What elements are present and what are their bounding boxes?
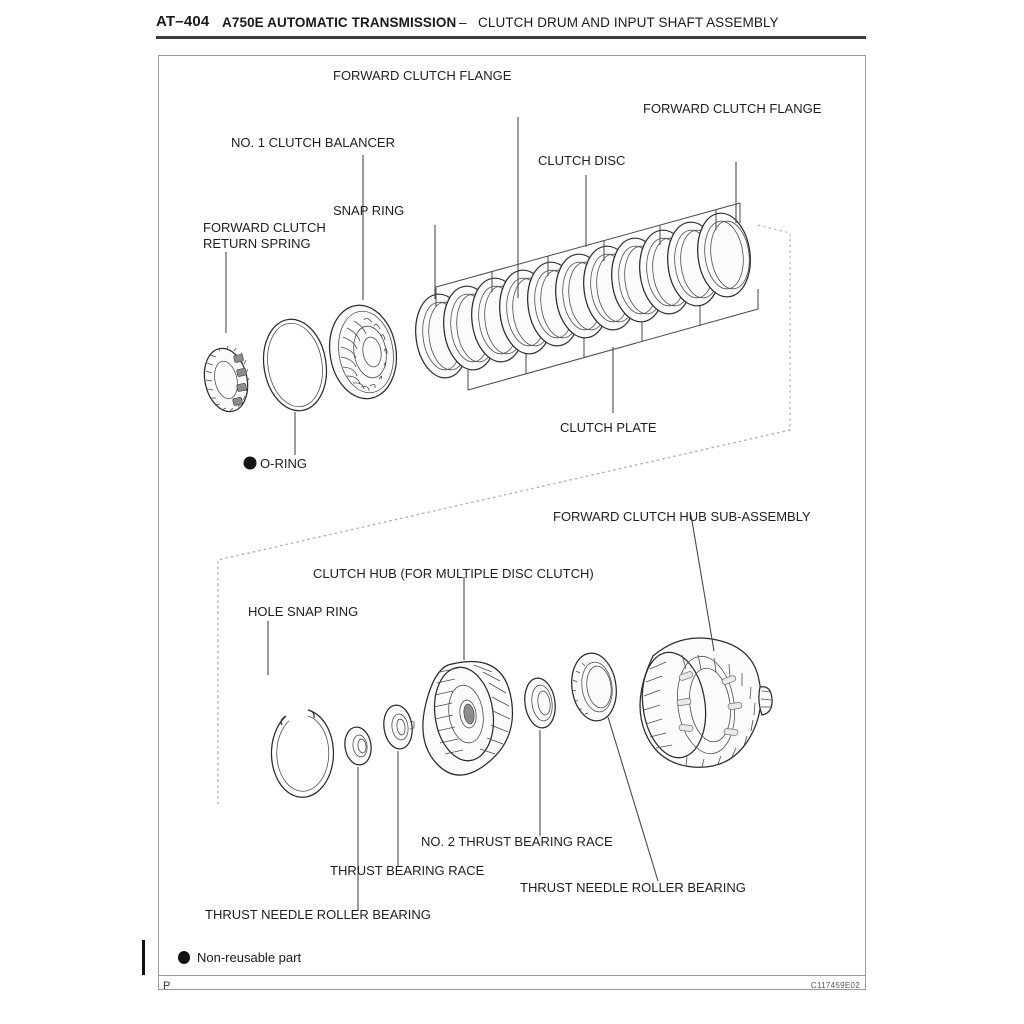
hole-snap-ring-part [271,710,333,797]
no1-clutch-balancer-part [323,300,403,403]
label-no2-thrust-bearing-race: NO. 2 THRUST BEARING RACE [421,834,613,849]
thrust-needle-roller-bearing-left-part [342,725,373,766]
forward-clutch-return-spring-part [199,344,253,415]
page-mark: P [163,980,171,992]
label-forward-clutch-flange-right: FORWARD CLUTCH FLANGE [643,101,822,116]
label-forward-clutch-return-spring-1: FORWARD CLUTCH [203,220,326,235]
exploded-view-diagram [158,55,866,990]
label-snap-ring: SNAP RING [333,203,405,218]
header-subtitle: CLUTCH DRUM AND INPUT SHAFT ASSEMBLY [478,15,779,30]
label-no1-clutch-balancer: NO. 1 CLUTCH BALANCER [231,135,395,150]
footer-rule [159,975,865,976]
non-reusable-dot-icon [178,951,190,964]
label-forward-clutch-return-spring-2: RETURN SPRING [203,236,311,251]
no2-thrust-bearing-race-part [522,676,559,730]
revision-margin-bar [142,940,145,975]
header-dash: – [459,15,467,30]
label-o-ring: O-RING [260,456,307,471]
figure-code: C117459E02 [810,981,860,990]
page-number: AT–404 [156,13,210,30]
forward-clutch-hub-sub-assembly-part [636,638,772,767]
page-header [0,0,1024,46]
o-ring-label-group [244,456,307,471]
label-clutch-hub: CLUTCH HUB (FOR MULTIPLE DISC CLUTCH) [313,566,594,581]
clutch-disc-stack [411,210,755,381]
legend-label: Non-reusable part [197,950,302,965]
non-reusable-dot-icon [244,457,257,470]
label-thrust-needle-roller-bearing-left: THRUST NEEDLE ROLLER BEARING [205,907,431,922]
label-hole-snap-ring: HOLE SNAP RING [248,604,359,619]
label-clutch-plate: CLUTCH PLATE [560,420,657,435]
thrust-bearing-race-part [381,703,415,750]
label-thrust-bearing-race: THRUST BEARING RACE [330,863,485,878]
label-clutch-disc: CLUTCH DISC [538,153,626,168]
label-forward-clutch-hub-sub-assembly: FORWARD CLUTCH HUB SUB-ASSEMBLY [553,509,811,524]
label-forward-clutch-flange-left: FORWARD CLUTCH FLANGE [333,68,512,83]
header-rule [156,36,866,39]
clutch-hub-part [423,662,513,776]
legend-non-reusable [178,950,301,965]
label-thrust-needle-roller-bearing-right: THRUST NEEDLE ROLLER BEARING [520,880,746,895]
thrust-needle-roller-bearing-right-part [567,650,620,723]
header-title: A750E AUTOMATIC TRANSMISSION [222,15,457,30]
o-ring-part [257,315,333,416]
